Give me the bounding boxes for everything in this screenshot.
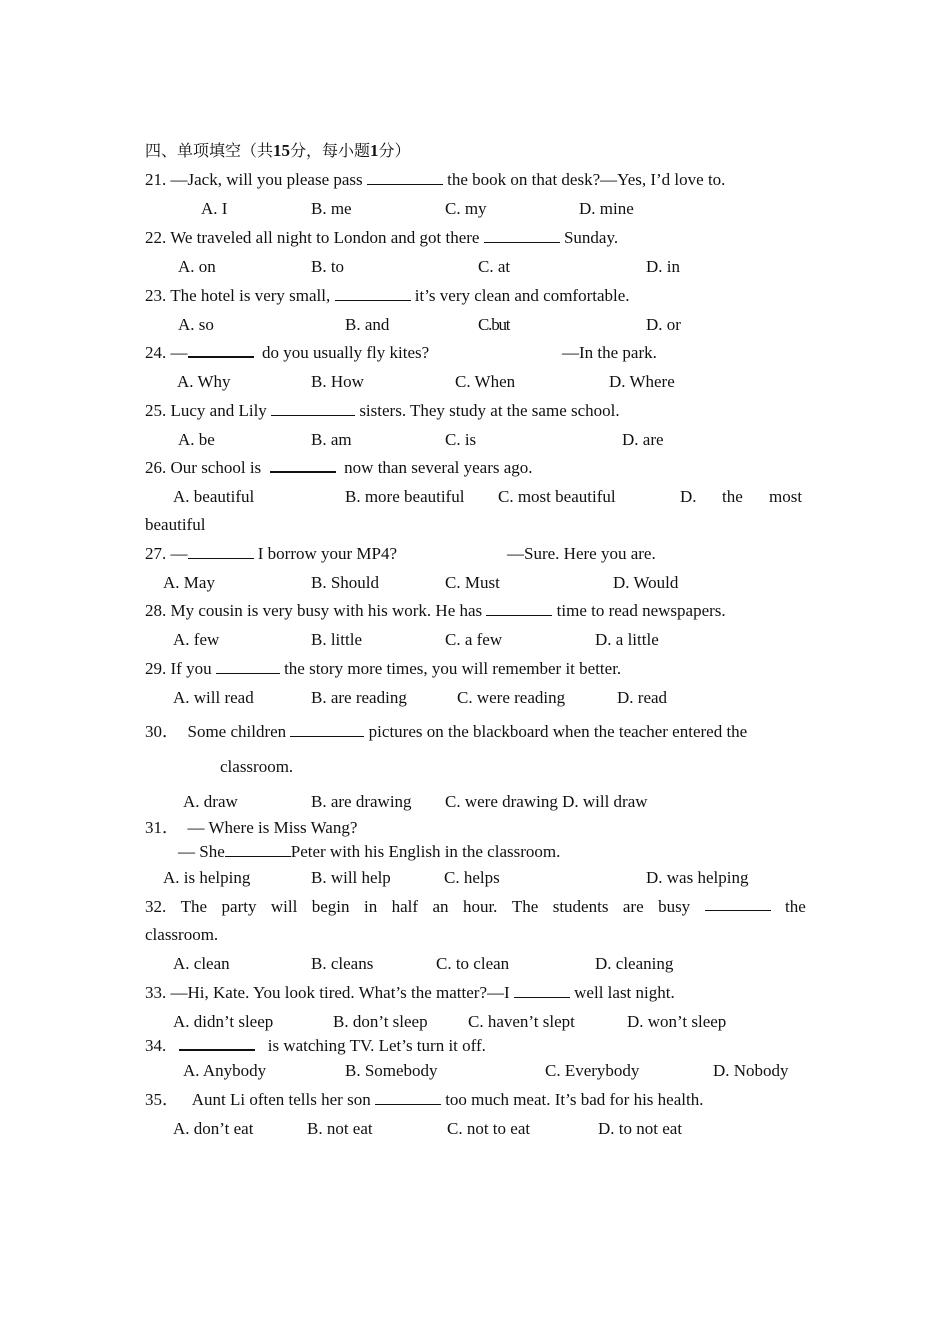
answer-blank xyxy=(484,228,560,243)
question-text-b: pictures on the blackboard when the teacher entered the xyxy=(368,722,748,741)
option-b: B. cleans xyxy=(311,954,374,973)
answer-blank xyxy=(375,1090,441,1105)
section-title xyxy=(145,140,411,162)
question-text-a: We traveled all night to London and got there xyxy=(170,228,480,247)
answer-blank xyxy=(705,896,771,911)
question-number: 29. xyxy=(145,659,167,678)
section-title-prefix: 四、单项填空（共 xyxy=(145,141,274,160)
option-d: D. Where xyxy=(609,372,675,391)
question-text-b: now than several years ago. xyxy=(344,458,533,477)
option-b: B. more beautiful xyxy=(345,487,465,506)
option-d-word: the xyxy=(722,487,743,506)
question-word: in xyxy=(363,897,378,916)
answer-blank xyxy=(514,983,570,998)
question-30 xyxy=(145,721,747,743)
option-d: D. to not eat xyxy=(598,1119,683,1138)
question-word: party xyxy=(221,897,257,916)
option-a: A. be xyxy=(178,430,215,449)
option-c: C. most beautiful xyxy=(498,487,616,506)
option-c: C. haven’t slept xyxy=(468,1012,575,1031)
question-word: hour. xyxy=(462,897,498,916)
option-b: B. am xyxy=(311,430,352,449)
option-a: A. didn’t sleep xyxy=(173,1012,274,1031)
question-number: 21. xyxy=(145,170,167,189)
answer-blank xyxy=(225,842,291,857)
question-text-a: —Jack, will you please pass xyxy=(170,170,363,189)
question-word: will xyxy=(270,897,298,916)
question-word: The xyxy=(180,897,208,916)
question-number: 33. xyxy=(145,983,167,1002)
option-a: A. Anybody xyxy=(183,1061,267,1080)
option-d-label: D. xyxy=(680,487,697,506)
answer-blank xyxy=(179,1035,255,1051)
question-text-b: well last night. xyxy=(574,983,675,1002)
answer-blank xyxy=(188,342,254,358)
answer-blank xyxy=(216,659,280,674)
question-text-b: do you usually fly kites? xyxy=(262,343,430,362)
question-number: 22. xyxy=(145,228,167,247)
option-d: D. Nobody xyxy=(713,1061,789,1080)
option-b: B. Should xyxy=(311,573,380,592)
section-each-points: 1 xyxy=(370,141,379,160)
answer-blank xyxy=(188,544,254,559)
question-27 xyxy=(145,543,397,565)
option-d: D. are xyxy=(622,430,664,449)
question-text-b: sisters. They study at the same school. xyxy=(359,401,620,420)
question-text-b: Sunday. xyxy=(563,228,619,247)
question-word: begin xyxy=(311,897,350,916)
option-b: B. are drawing xyxy=(311,792,412,811)
option-d: D. was helping xyxy=(646,868,749,887)
option-a: A. on xyxy=(178,257,216,276)
section-title-suffix: 分） xyxy=(378,141,411,160)
option-b: B. me xyxy=(311,199,352,218)
question-text-a: My cousin is very busy with his work. He has xyxy=(170,601,483,620)
question-text-b: the story more times, you will remember it better. xyxy=(284,659,622,678)
question-text-a: —Hi, Kate. You look tired. What’s the matter?—I xyxy=(170,983,510,1002)
question-text-c: Peter with his English in the classroom. xyxy=(290,842,561,861)
option-c: C. were reading xyxy=(457,688,566,707)
option-a: A. so xyxy=(178,315,214,334)
question-text-a: Lucy and Lily xyxy=(170,401,267,420)
question-word: half xyxy=(391,897,419,916)
question-number: 27. xyxy=(145,544,167,563)
question-32-continued: classroom. xyxy=(145,925,219,944)
option-a: A. beautiful xyxy=(173,487,255,506)
question-number: 34. xyxy=(145,1036,167,1055)
option-a: A. clean xyxy=(173,954,230,973)
option-a: A. will read xyxy=(173,688,254,707)
answer-blank xyxy=(270,457,336,473)
option-c: C. Must xyxy=(445,573,500,592)
question-24 xyxy=(145,342,429,364)
question-35 xyxy=(145,1089,703,1111)
question-text-a: If you xyxy=(170,659,212,678)
section-total-points: 15 xyxy=(273,141,291,160)
option-c: C. is xyxy=(445,430,477,449)
question-number: 23. xyxy=(145,286,167,305)
option-d: D. Would xyxy=(613,573,679,592)
question-number: 25. xyxy=(145,401,167,420)
question-29 xyxy=(145,658,621,680)
option-c: C. at xyxy=(478,257,511,276)
option-b: B. Somebody xyxy=(345,1061,438,1080)
option-b: B. to xyxy=(311,257,345,276)
question-text-a: — xyxy=(170,544,188,563)
question-number: 28. xyxy=(145,601,167,620)
question-number: 32. xyxy=(145,897,167,916)
option-c: C. When xyxy=(455,372,516,391)
question-number: 24. xyxy=(145,343,167,362)
option-d: D. won’t sleep xyxy=(627,1012,727,1031)
question-34 xyxy=(145,1035,486,1057)
option-d: D. cleaning xyxy=(595,954,674,973)
question-text-a: Some children xyxy=(187,722,287,741)
option-c: C. to clean xyxy=(436,954,510,973)
answer-blank xyxy=(486,601,552,616)
question-23 xyxy=(145,285,630,307)
question-word: The xyxy=(511,897,539,916)
option-c: C.but xyxy=(478,315,510,334)
question-text-b: the book on that desk?—Yes, I’d love to. xyxy=(447,170,726,189)
answer-blank xyxy=(271,401,355,416)
option-d-continued: beautiful xyxy=(145,515,206,534)
option-a: A. is helping xyxy=(163,868,251,887)
option-d: D. a little xyxy=(595,630,659,649)
option-a: A. May xyxy=(163,573,215,592)
question-text-b: I borrow your MP4? xyxy=(257,544,398,563)
question-text-b: too much meat. It’s bad for his health. xyxy=(445,1090,704,1109)
question-32 xyxy=(145,896,806,918)
option-b: B. are reading xyxy=(311,688,407,707)
question-number: 26. xyxy=(145,458,167,477)
question-33 xyxy=(145,982,675,1004)
option-a: A. Why xyxy=(177,372,231,391)
question-24-reply: —In the park. xyxy=(562,343,657,362)
question-25 xyxy=(145,400,620,422)
question-text-a: Our school is xyxy=(170,458,262,477)
option-b: B. will help xyxy=(311,868,391,887)
option-c: C. not to eat xyxy=(447,1119,531,1138)
option-b: B. and xyxy=(345,315,390,334)
question-text-a: The hotel is very small, xyxy=(170,286,331,305)
question-text-b: time to read newspapers. xyxy=(556,601,726,620)
option-d: D. in xyxy=(646,257,680,276)
option-b: B. little xyxy=(311,630,362,649)
option-a: A. draw xyxy=(183,792,238,811)
question-text-a: — xyxy=(170,343,188,362)
option-c: C. Everybody xyxy=(545,1061,640,1080)
option-a: A. don’t eat xyxy=(173,1119,254,1138)
option-b: B. How xyxy=(311,372,364,391)
option-a: A. I xyxy=(201,199,228,218)
question-word: are xyxy=(622,897,644,916)
answer-blank xyxy=(367,170,443,185)
question-text-a: Aunt Li often tells her son xyxy=(191,1090,371,1109)
option-b: B. don’t sleep xyxy=(333,1012,428,1031)
question-text-a: — Where is Miss Wang? xyxy=(187,818,358,837)
option-d: D. read xyxy=(617,688,668,707)
option-c: C. helps xyxy=(444,868,500,887)
question-26 xyxy=(145,457,533,479)
question-word: students xyxy=(552,897,609,916)
option-c-d: C. were drawing D. will draw xyxy=(445,792,648,811)
question-word: busy xyxy=(658,897,691,916)
question-21 xyxy=(145,169,725,191)
question-text-b: — She xyxy=(178,842,225,861)
option-d: D. or xyxy=(646,315,681,334)
option-d-word: most xyxy=(769,487,803,506)
option-a: A. few xyxy=(173,630,220,649)
question-word: an xyxy=(432,897,449,916)
option-b: B. not eat xyxy=(307,1119,373,1138)
question-number: 30． xyxy=(145,722,179,741)
question-word: the xyxy=(785,897,806,916)
question-number: 31． xyxy=(145,818,179,837)
question-30-continued: classroom. xyxy=(220,757,294,776)
option-c: C. my xyxy=(445,199,487,218)
answer-blank xyxy=(290,722,364,737)
question-text-b: it’s very clean and comfortable. xyxy=(414,286,630,305)
question-31 xyxy=(145,817,357,839)
option-d: D. mine xyxy=(579,199,634,218)
option-c: C. a few xyxy=(445,630,503,649)
question-number: 35． xyxy=(145,1090,179,1109)
question-27-reply: —Sure. Here you are. xyxy=(507,544,656,563)
question-31-line2 xyxy=(178,841,560,863)
question-text-b: is watching TV. Let’s turn it off. xyxy=(267,1036,486,1055)
section-title-middle: 分，每小题 xyxy=(290,141,371,160)
question-22 xyxy=(145,227,618,249)
answer-blank xyxy=(335,286,411,301)
question-28 xyxy=(145,600,726,622)
